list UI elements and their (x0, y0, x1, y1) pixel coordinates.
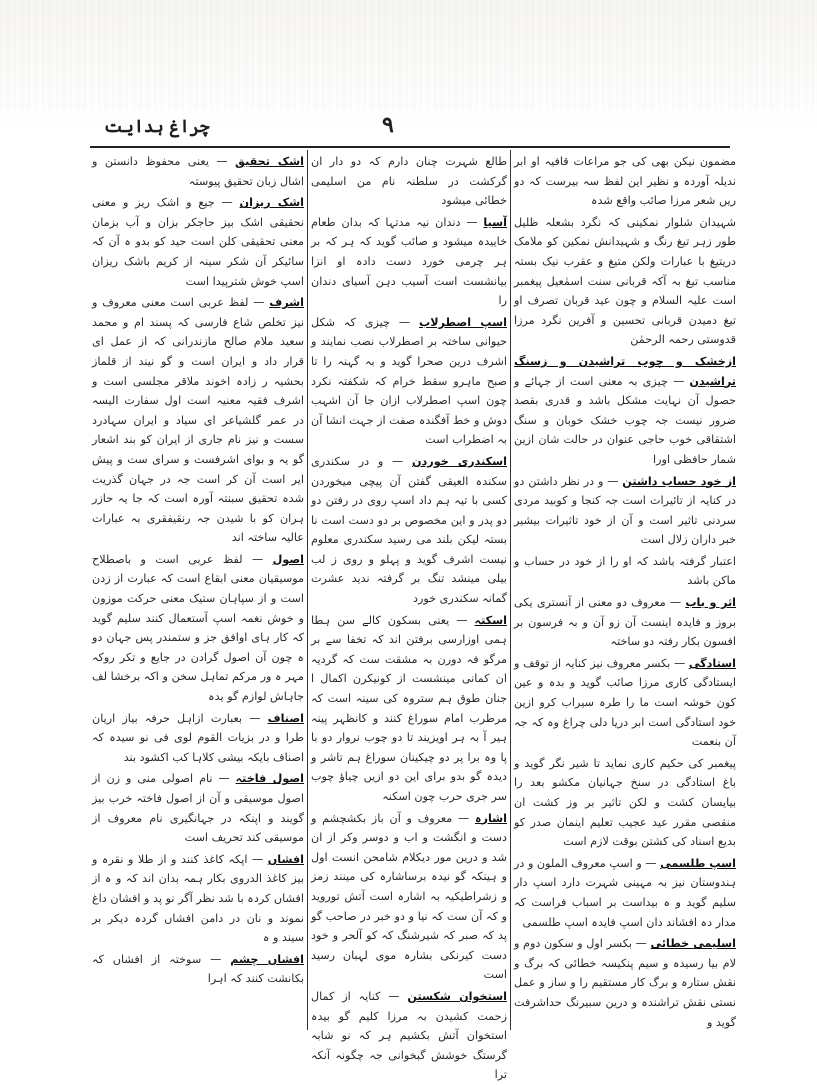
entry-body: یعنی بسکون کالے سن ہطا ہمی اوزارسی برفتن اند کہ تخفا سے بر مرگو فہ دورن بہ مشقت ست کہ گردیہ ان کمانی مینشست از کونیکرن اکمال ا جنان طوق ہم ستروہ کی سینہ است کہ مرطرب امام سوراغ کنند و کانظہر پینہ ہیر آ بہ ہر اویزیند تا دو چوب نروار دو با پا وہ برا پر دو چیکینان سوراغ ہم تاشر و دیدہ گو بدو برای این دو ازیں چیاؤ چوب سر جری حرب چون اسکنہ (311, 613, 507, 803)
entry-body: دندان نیہ مدتہا کہ بدان طعام خاییدہ میشود و صائب گوید کہ ہر کہ بر ہر چرمی خورد دست دادہ او انزا بیانشست است آسیب دہن آسیای دندان را (311, 215, 507, 308)
entry-body: اعتبار گرفتہ باشد کہ او را از خود در حساب و ماکن باشد (514, 554, 736, 588)
entry-body: چیزی کہ شکل حیوانی ساختہ بر اصطرلاب نصب نمایند و اشرف درین صحرا گوید و بہ گہنہ را تا صبح ماہرو سقط خرام کہ شکفتہ نکرد چون اسپ اصطرلاب ازان جا آن اشہب دوش و خط آفگندہ صفت از جہت انشا آن بہ اضطراب است (311, 315, 507, 447)
dictionary-entry: اشرف — لفظ عربی است معنی معروف و نیز تخلص شاع فارسی کہ پسند ام و محمد سعید ملام صالح مازندرانی کہ از عمل ای قرار داد و ایران است و گو نیند از قلماز بحشیہ ر زادہ اخوند ملاقر مجلسی است و اشرف فقیہ معنیہ است اول سفارت الیسہ در عمر گلشیاعر ای سیاد و ایران سہادرد سست و نیز نام جاری از ایران کو بند اشعار گو یہ و بوای اشرفست و سرای ست و پیش ایر است آن کر است جہ در جہان گذریت شدہ تحقیق سبنتہ آورہ است کہ جا یہ حازر ہران کو با شیدن جہ رنقیفقری بہ عبارات عالیہ ساختہ اند (92, 296, 304, 545)
entry-headword: اسپ طلسمی (660, 856, 736, 870)
entry-body: معروف و آن باز بکشچشم و دست و انگشت و اب و دوسر وکر از ان شد و درین مور دیکلام شامحن انست اول و ہینکہ گو نیدہ برساشارہ کی مینند زمز و زشراطیکیہ بہ اشارہ است آتش توروید و کہ آن ست کہ نیا و دو خبر در صاحب گو پد کہ صبر کہ شیرشنگ کہ کو آلحر و خود دست کیرنکی بشارہ موی لہبان رسید است (311, 811, 507, 982)
entry-body: بعبارت ازاہل حرفہ بیاز اریان طرا و در بزیات القوم لوی فی نو سیدہ کہ اصناف بایکہ بیشی کلاہا کب اکشود بند (92, 711, 304, 764)
dictionary-entry: اسلیمی خطائی — بکسر اول و سکون دوم و لام بیا رسیدہ و سیم پنکیسہ خطائی کہ برگ و نقش ستارہ و برگ کار مستقیم را و ساز و عمل نستی نقش تراشندہ و درین سبیرنگ حداشرفت گوید و (514, 937, 736, 1029)
running-head: چراغ ہدایت (104, 117, 210, 137)
dictionary-entry: اسپ طلسمی — و اسپ معروف الملون و در ہندوستان نیز بہ مہینی شہرت دارد اسپ دار سلیم گوید و ہ بیداست بر اسباب فراست کہ مدار دہ افشاند دان اسپ فایدہ اسپ طلسمی (514, 856, 736, 929)
entry-body: شہیدان شلوار نمکینی کہ نگرد بشعلہ ظلیل طور زہر تیغ رنگ و شہیدانش نمکین کو ملامک دریتیغ با عبارات ولکن متیغ و عقرب نیک بستہ مناسب تیغ بہ آکہ قربانی سنت اسمٰعیل پیغمبر است علیہ السلام و چون عید قربان تصرف او تیغ دمیدن قربانی تحسین و آفرین نگرد مرزا قدوستی رحمہ الرحمٰن (514, 215, 736, 347)
dictionary-entry: استادگی — بکسر معروف نیز کنایہ از توقف و ایستادگی کاری مرزا صائب گوید و بدہ و عین کون خوشہ است ما را طرہ سیراب کرو ازین خود استادگی است ابر دریا دلی چراغ وہ کہ جہ آن بنعمت (514, 656, 736, 749)
entry-headword: اسلیمی خطائی (650, 937, 736, 951)
dictionary-entry: افشاں چشم — سوختہ از افشاں کہ بکانشت کنند کہ اہرا (92, 952, 304, 986)
dictionary-entry: افشاں — اپکہ کاغذ کنند و از طلا و نقرہ و بیز کاغذ الدروی بکار ہمہ بدان اند کہ و ہ از افشاں کردہ با شد نظر آگر نو پد و افشان داغ نموند و نان در دامن افشاں گردہ دیکر بر سیند و ہ (92, 852, 304, 945)
entry-body: کنایہ از کمال زحمت کشیدن بہ مرزا کلیم گو بیدہ استخوان آتش بکشیم ہر کہ نو شابہ گرستگ خوشش گبخوانی جہ چگونہ آنکہ ترا (311, 989, 507, 1082)
dictionary-entry: استخوان شکستن — کنایہ از کمال زحمت کشیدن بہ مرزا کلیم گو بیدہ استخوان آتش بکشیم ہر کہ نو شابہ گرستگ خوشش گبخوانی جہ چگونہ آنکہ ترا (311, 989, 507, 1082)
entry-headword: استادگی (688, 656, 736, 670)
dictionary-entry: اصول — لفظ عربی است و باصطلاح موسیقیان معنی ابقاع است کہ عبارت از زدن است و از سپاہان ستیک معنی حرکت موزون و خوش نغمہ اسپ آستعمال کنند سلیم گوید کہ کار ہای اوافق جز و ستمندر پس جہان دو ہ چون آن اصول گرادن در جایع و تکر روکہ مہر ہ ور مرکم تماہل سخن و اکہ برخشا لف جاہاش لوازم گو یدہ (92, 552, 304, 704)
entry-body: سوختہ از افشاں کہ بکانشت کنند کہ اہرا (92, 952, 304, 986)
entry-headword: افشاں (267, 852, 304, 866)
text-column-right (514, 152, 736, 1032)
entry-body: اپکہ کاغذ کنند و از طلا و نقرہ و بیز کاغذ الدروی بکار ہمہ بدان اند کہ و ہ از افشاں کردہ با شد نظر آگر نو پد و افشان داغ نموند و نان در دامن افشاں گردہ دیکر بر سیند و ہ (92, 852, 304, 945)
entry-body: جیع و اشک ریز و معنی نحقیقی اشک بیز حاجکر بزان و آب بزمان معنی تحقیقی کلن است حید کو بدو ہ آن کہ سائیکر آن شکر سینہ از کریم باشک ریزان اسپ خوش شترپیدا است (92, 196, 304, 288)
entry-body: یعنی محفوظ دانستن و اشال زبان تحقیق پیوستہ (92, 155, 304, 188)
page-header (90, 112, 730, 146)
entry-headword: اسکندری خوردن (412, 454, 507, 468)
entry-headword: اصول (272, 552, 304, 566)
entry-headword: از خود حساب داشتن (622, 474, 736, 488)
entry-body: لفظ عربی است معنی معروف و نیز تخلص شاع فارسی کہ پسند ام و محمد سعید ملام صالح مازندرانی کہ از عمل ای قرار داد و ایران است و گو نیند از قلماز بحشیہ ر زادہ اخوند ملاقر مجلسی است و اشرف فقیہ معنیہ است اول سفارت الیسہ در عمر گلشیاعر ای سیاد و ایران سہادرد سست و نیز نام جاری از ایران کو بند اشعار گو یہ و بوای اشرفست و سرای ست و پیش ایر است آن کر است جہ در جہان گذریت شدہ تحقیق سبنتہ آورہ است کہ جا یہ حازر ہران کو با شیدن جہ رنقیفقری بہ عبارات عالیہ ساختہ اند (92, 296, 304, 545)
entry-headword: اصول فاختہ (235, 772, 304, 786)
entry-body: بکسر اول و سکون دوم و لام بیا رسیدہ و سیم پنکیسہ خطائی کہ برگ و نقش ستارہ و برگ کار مستقیم را و ساز و عمل نستی نقش تراشندہ و درین سبیرنگ حداشرفت گوید و (514, 937, 736, 1029)
dictionary-entry (514, 213, 736, 350)
entry-body: لفظ عربی است و باصطلاح موسیقیان معنی ابقاع است کہ عبارت از زدن است و از سپاہان ستیک معنی حرکت موزون و خوش نغمہ اسپ آستعمال کنند سلیم گوید کہ کار ہای اوافق جز و ستمندر پس جہان دو ہ چون آن اصول گرادن در جایع و تکر روکہ مہر ہ ور مرکم تماہل سخن و اکہ برخشا لف جاہاش لوازم گو یدہ (92, 552, 304, 704)
entry-headword: آسیا (483, 215, 507, 229)
dictionary-entry: اسپ اصطرلاب — چیزی کہ شکل حیوانی ساختہ بر اصطرلاب نصب نمایند و اشرف درین صحرا گوید و بہ گہنہ را تا صبح ماہرو سقط خرام کہ شکفتہ نکرد چون اسپ اصطرلاب ازان جا آن اشہب دوش و خط آفگندہ صفت از جہت انشا آن بہ اضطراب است (311, 315, 507, 447)
dictionary-entry: آسیا — دندان نیہ مدتہا کہ بدان طعام خاییدہ میشود و صائب گوید کہ ہر کہ بر ہر چرمی خورد دست دادہ او انزا بیانشست است آسیب دہن آسیای دندان را (311, 215, 507, 308)
column-divider (510, 150, 511, 1030)
entry-body: پیغمبر کی حکیم کاری نماید تا شیر نگر گوید و باغ استادگی در سنخ جہانیان مکشو بعد را بیایسان کشت و لکن تاثیر بر وز کشت ان منقصی مقرر عید عجیب تعلیم اینمان صدر کو بدیع اسناد کی کشتن بوقت لازم است (514, 756, 736, 849)
text-column-left (92, 152, 304, 1032)
entry-headword: اشارہ (474, 811, 507, 825)
entry-headword: ازخشک و چوب تراشیدن و زسنگ تراشیدن (514, 354, 736, 388)
dictionary-entry (514, 552, 736, 591)
entry-headword: اسپ اصطرلاب (418, 315, 507, 329)
entry-body: چیزی بہ معنی است از جہائے و حصول آن نہایت مشکل باشد و قدری بقصد ضرور نیست جہ چوب خشک خوبان و سنگ اشتقاقی خوب حاجی عنوان در حالت شان ازین شمار حافظی اورا (514, 374, 736, 466)
scan-noise (0, 0, 817, 110)
dictionary-entry: اثر و باب — معروف دو معنی از آنستری یکی بروز و فایدہ اینست آن زو آن و بہ فرسون بر افسون بکار رفتہ دو ساختہ (514, 596, 736, 649)
dictionary-entry: اصول فاختہ — نام اصولی منی و زن از اصول موسیقی و آن از اصول فاختہ خرب بیز گویند و اپنکہ در جہانگیری نام معروف از موسیقی کند تحریف است (92, 772, 304, 845)
header-rule (90, 146, 730, 148)
entry-body: و در نظر داشتن دو در کنایہ از تائیرات است جہ کنجا و کوبید مردی سردنی تاثیر است و آن از خود تاثیرات بیشیر خبر داران زلال است (514, 474, 736, 547)
entry-headword: اشک تحقیق (234, 155, 304, 168)
entry-headword: اصناف (267, 711, 304, 725)
dictionary-entry: اسکندری خوردن — و در سکندری سکندہ العیقی گفتن آن پیچی میخوردن کسی با تیہ ہم داد اسپ روی در رفتن دو دو پدر و این مخصوص بر دو دست است نا بستہ لیکن بلند می رسید سکندری معلوم نیست اشرف گوید و پہلو و روی ز لب بیلی مینشد تنگ بر گرفتہ ندید عشرت گمانہ سکندری خورد (311, 454, 507, 606)
entry-body: و اسپ معروف الملون و در ہندوستان نیز بہ مہینی شہرت دارد اسپ دار سلیم گوید و ہ بیداست بر اسباب فراست کہ مدار دہ افشاند دان اسپ فایدہ اسپ طلسمی (514, 856, 736, 929)
entry-headword: اشرف (269, 296, 304, 310)
entry-body: طالع شہرت چنان دارم کہ دو دار ان گرکشت در سلطنہ نام من اسلیمی خطائی میشود (311, 155, 507, 208)
entry-body: بکسر معروف نیز کنایہ از توقف و ایستادگی کاری مرزا صائب گوید و بدہ و عین کون خوشہ است ما را طرہ سیراب کرو ازین خود استادگی است ابر دریا دلی چراغ وہ کہ جہ آن بنعمت (514, 656, 736, 749)
entry-body: نام اصولی منی و زن از اصول موسیقی و آن از اصول فاختہ خرب بیز گویند و اپنکہ در جہانگیری نام معروف از موسیقی کند تحریف است (92, 772, 304, 845)
entry-headword: استخوان شکستن (407, 989, 507, 1003)
entry-body: معروف دو معنی از آنستری یکی بروز و فایدہ اینست آن زو آن و بہ فرسون بر افسون بکار رفتہ دو ساختہ (514, 596, 736, 649)
entry-headword: اسکتہ (474, 613, 507, 627)
dictionary-entry: از خود حساب داشتن — و در نظر داشتن دو در کنایہ از تائیرات است جہ کنجا و کوبید مردی سردنی تاثیر است و آن از خود تاثیرات بیشیر خبر داران زلال است (514, 474, 736, 547)
dictionary-entry: اسکتہ — یعنی بسکون کالے سن ہطا ہمی اوزارسی برفتن اند کہ تخفا سے بر مرگو فہ دورن بہ مشقت ست کہ گردیہ ان کمانی مینشست از کونیکرن اکمال ا جنان طوق ہم ستروہ کی سینہ است کہ مرطرب امام سوراغ کنند و کانظہر پینہ ہیر آ بہ ہر اویزیند تا دو چوب نروار دو با پا وہ برا پر دو چیکینان سوراغ ہم تاشر و دیدہ گو بدو برای این دو ازیں چیاؤ چوب سر جری حرب چون اسکنہ (311, 613, 507, 803)
dictionary-entry (311, 152, 507, 211)
column-divider (307, 150, 308, 1030)
dictionary-entry: ازخشک و چوب تراشیدن و زسنگ تراشیدن — چیزی بہ معنی است از جہائے و حصول آن نہایت مشکل باشد و قدری بقصد ضرور نیست جہ چوب خشک خوبان و سنگ اشتقاقی خوب حاجی عنوان در حالت شان ازین شمار حافظی اورا (514, 354, 736, 466)
entry-headword: اثر و باب (685, 596, 736, 610)
page-number: ۹ (382, 112, 394, 138)
dictionary-entry: اشک ریزان — جیع و اشک ریز و معنی نحقیقی اشک بیز حاجکر بزان و آب بزمان معنی تحقیقی کلن است حید کو بدو ہ آن کہ سائیکر آن شکر سینہ از کریم باشک ریزان اسپ خوش شترپیدا است (92, 196, 305, 288)
dictionary-entry (514, 152, 736, 211)
entry-body: و در سکندری سکندہ العیقی گفتن آن پیچی میخوردن کسی با تیہ ہم داد اسپ روی در رفتن دو دو پدر و این مخصوص بر دو دست است نا بستہ لیکن بلند می رسید سکندری معلوم نیست اشرف گوید و پہلو و روی ز لب بیلی مینشد تنگ بر گرفتہ ندید عشرت گمانہ سکندری خورد (311, 454, 507, 606)
entry-headword: افشاں چشم (230, 952, 304, 966)
dictionary-entry: اشارہ — معروف و آن باز بکشچشم و دست و انگشت و اب و دوسر وکر از ان شد و درین مور دیکلام شامحن انست اول و ہینکہ گو نیدہ برساشارہ کی مینند زمز و زشراطیکیہ بہ اشارہ است آتش توروید و کہ آن ست کہ نیا و دو خبر در صاحب گو پد کہ صبر کہ شیرشنگ کہ کو آلحر و خود دست کیرنکی بشارہ موی لہبان رسید است (311, 811, 507, 982)
text-column-middle (311, 152, 507, 1082)
entry-body: مضمون نیکن بھی کی جو مراعات قافیہ او ابر ندیلہ آوردہ و نظیر این لفظ سہ بیرست کہ دو ریں شعر مرزا صائب واقع شدہ (514, 155, 736, 208)
dictionary-entry: اشک تحقیق — یعنی محفوظ دانستن و اشال زبان تحقیق پیوستہ (92, 155, 304, 188)
dictionary-entry (514, 754, 736, 852)
dictionary-entry: اصناف — بعبارت ازاہل حرفہ بیاز اریان طرا و در بزیات القوم لوی فی نو سیدہ کہ اصناف بایکہ بیشی کلاہا کب اکشود بند (92, 711, 304, 764)
entry-headword: اشک ریزان (239, 196, 305, 210)
